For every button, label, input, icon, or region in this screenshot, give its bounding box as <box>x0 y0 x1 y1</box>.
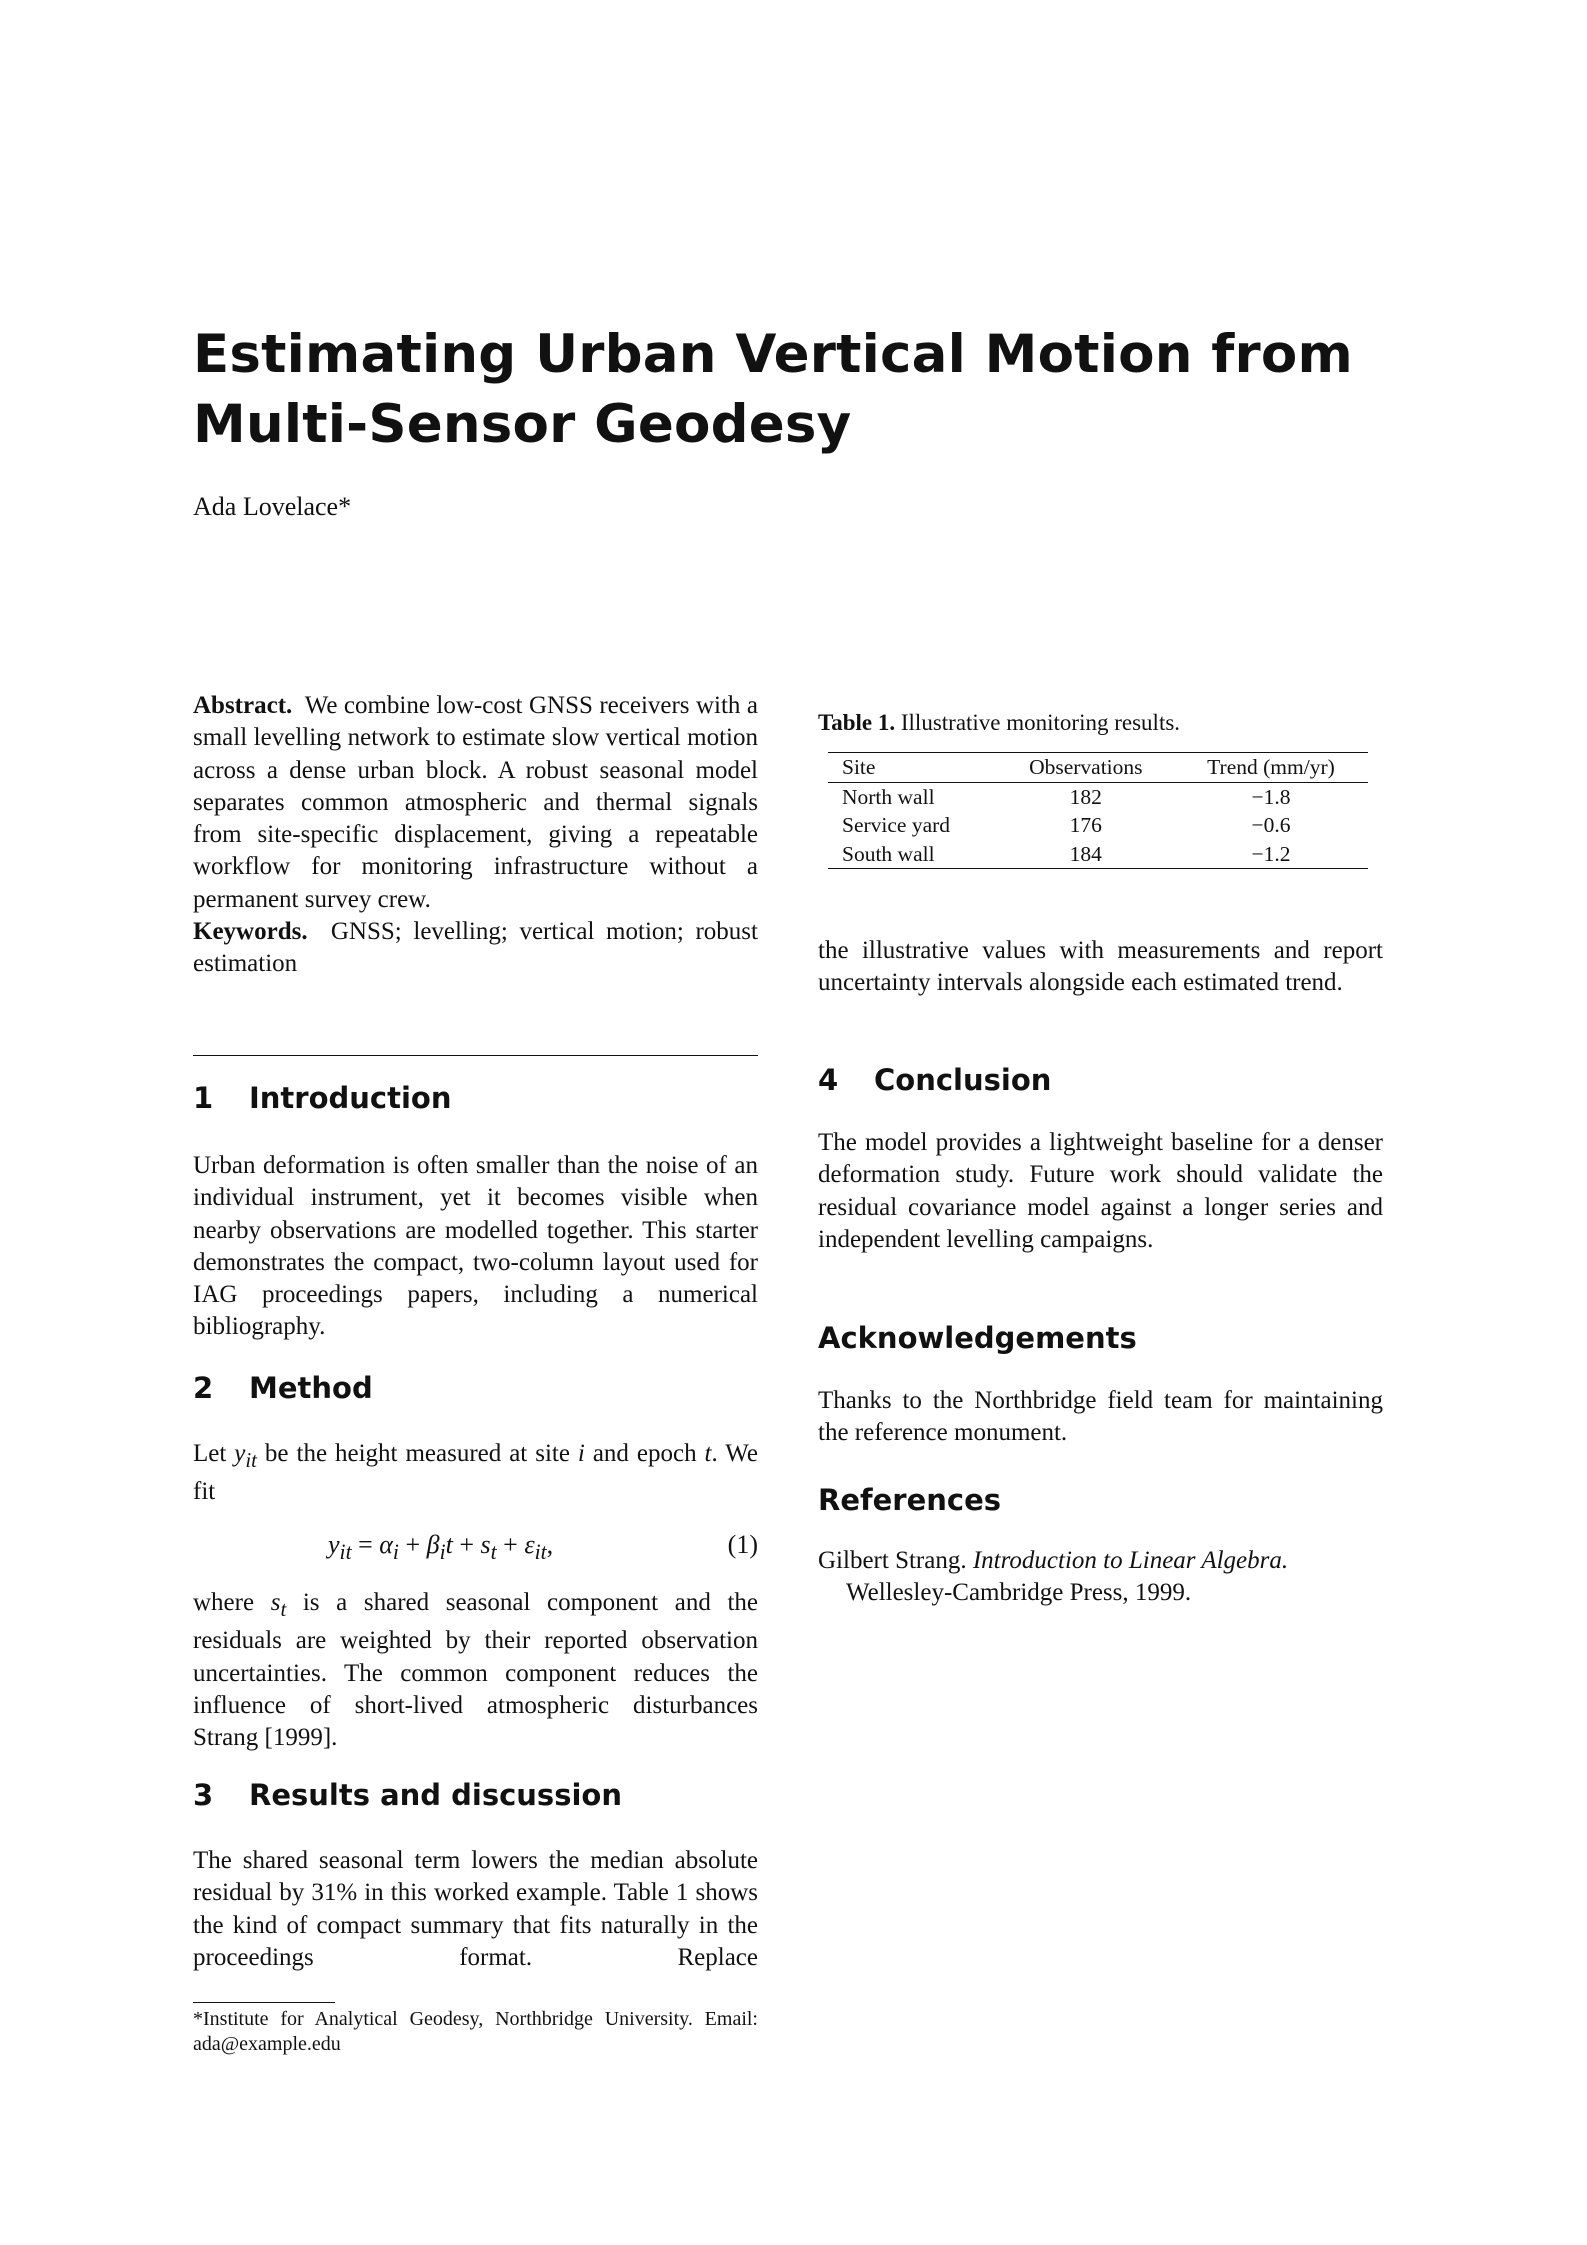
table-cell: −0.6 <box>1251 813 1291 837</box>
section-number: 3 <box>193 1778 214 1812</box>
results-table <box>828 752 1368 869</box>
section-title: Conclusion <box>874 1063 1052 1097</box>
section-conclusion <box>818 1062 1383 1098</box>
table-cell: South wall <box>842 841 935 866</box>
table-cell: Service yard <box>842 813 951 837</box>
reference-item <box>818 1545 1383 1610</box>
conclusion-paragraph: The model provides a lightweight baseline for a denser deformation study. Future work should validate the residual covariance model against a longer series and independent levelling campaigns. <box>818 1129 1383 1253</box>
table-header-cell: Site <box>842 755 876 779</box>
table-row <box>828 782 1368 811</box>
section-number: 2 <box>193 1371 214 1405</box>
conclusion-body <box>818 1127 1383 1256</box>
section-number: 1 <box>193 1081 214 1115</box>
method-paragraph-intro: Let $y_{it}$ be the height measured at site i and epoch t. We fit <box>193 1440 758 1506</box>
reference-author: Gilbert Strang. <box>818 1547 967 1574</box>
table-header-row <box>828 753 1368 783</box>
title-line-2: Multi-Sensor Geodesy <box>193 394 852 455</box>
acknowledgements-paragraph: Thanks to the Northbridge field team for maintaining the reference monument. <box>818 1387 1383 1447</box>
abstract-label: Abstract. <box>193 692 293 719</box>
section-number: 4 <box>818 1063 839 1097</box>
table-caption <box>818 708 1383 738</box>
section-heading-method <box>193 1370 758 1406</box>
abstract-separator-rule <box>193 1055 758 1056</box>
footnote-rule <box>193 2002 335 2003</box>
title-line-1: Estimating Urban Vertical Motion from <box>193 324 1353 385</box>
table-cell: 184 <box>1069 841 1102 866</box>
footnote-affiliation: *Institute for Analytical Geodesy, Northbridge University. Email: ada@example.edu <box>193 2008 758 2055</box>
footnote-block <box>193 2002 758 2057</box>
table-cell: −1.8 <box>1251 784 1291 809</box>
section-method <box>193 1370 758 1406</box>
section-results <box>193 1777 758 1813</box>
method-body <box>193 1438 758 1509</box>
table-cell: −1.2 <box>1251 841 1291 866</box>
table-caption-block <box>818 708 1383 738</box>
table-row <box>828 840 1368 869</box>
introduction-body <box>193 1150 758 1344</box>
introduction-paragraph: Urban deformation is often smaller than the noise of an individual instrument, yet it becomes visible when nearby observations are modelled together. This starter demonstrates the compact, two-column layout used for IAG proceedings papers, including a numerical bibliography. <box>193 1152 758 1341</box>
section-introduction <box>193 1080 758 1116</box>
section-heading-introduction <box>193 1080 758 1116</box>
section-acknowledgements <box>818 1320 1383 1356</box>
method-body-continued <box>193 1587 758 1754</box>
results-body <box>193 1845 758 1974</box>
abstract-text: We combine low-cost GNSS receivers with a small levelling network to estimate slow vertical motion across a dense urban block. A robust seasonal model separates common atmospheric and thermal signals from site-specific displacement, giving a repeatable workflow for monitoring infrastructure without a permanent survey crew. <box>193 692 758 913</box>
reference-title: Introduction to Linear Algebra. <box>972 1547 1289 1574</box>
equation-body: $y_{it} = \alpha_i + \beta_it + s_t + \varepsilon_{it}$, <box>328 1530 554 1565</box>
table-cell: North wall <box>842 784 935 809</box>
acknowledgements-body <box>818 1385 1383 1450</box>
keywords-label: Keywords. <box>193 918 308 946</box>
section-title: Results and discussion <box>249 1778 622 1812</box>
section-title: Introduction <box>249 1081 452 1115</box>
table-block <box>818 752 1383 869</box>
section-heading-conclusion <box>818 1062 1383 1098</box>
results-body-continued <box>818 935 1383 1000</box>
results-paragraph-continued: the illustrative values with measurements and report uncertainty intervals alongside each estimated trend. <box>818 937 1383 997</box>
table-caption-label: Table 1. <box>818 710 896 735</box>
reference-publisher: Wellesley-Cambridge Press, 1999. <box>846 1579 1192 1607</box>
table-header-cell: Trend (mm/yr) <box>1207 755 1335 779</box>
equation-1 <box>193 1525 758 1565</box>
table-cell: 176 <box>1069 813 1102 837</box>
table-row <box>828 811 1368 840</box>
keywords <box>193 916 758 981</box>
table-cell: 182 <box>1069 784 1102 809</box>
method-paragraph-after: where $s_t$ is a shared seasonal component and the residuals are weighted by their reported observation uncertainties. The common component reduces the influence of short-lived atmospheric disturbances Strang [1999]. <box>193 1589 759 1752</box>
section-heading-results <box>193 1777 758 1813</box>
results-paragraph: The shared seasonal term lowers the median absolute residual by 31% in this worked example. Table 1 shows the kind of compact summary that fits naturally in the proceedings format. Replace <box>193 1847 758 1971</box>
keywords-text: GNSS; levelling; vertical motion; robust estimation <box>193 918 758 978</box>
author-name: Ada Lovelace* <box>193 492 352 521</box>
references-list <box>818 1545 1383 1610</box>
table-header-cell: Observations <box>1029 755 1143 779</box>
table-caption-text: Illustrative monitoring results. <box>900 710 1181 735</box>
abstract-block <box>193 690 758 981</box>
equation-number: (1) <box>727 1530 758 1559</box>
section-title: Method <box>249 1371 373 1405</box>
section-heading-acknowledgements: Acknowledgements <box>818 1321 1137 1355</box>
section-references <box>818 1482 1383 1518</box>
paper-title <box>193 320 1393 460</box>
section-heading-references: References <box>818 1483 1002 1517</box>
abstract <box>193 690 758 916</box>
